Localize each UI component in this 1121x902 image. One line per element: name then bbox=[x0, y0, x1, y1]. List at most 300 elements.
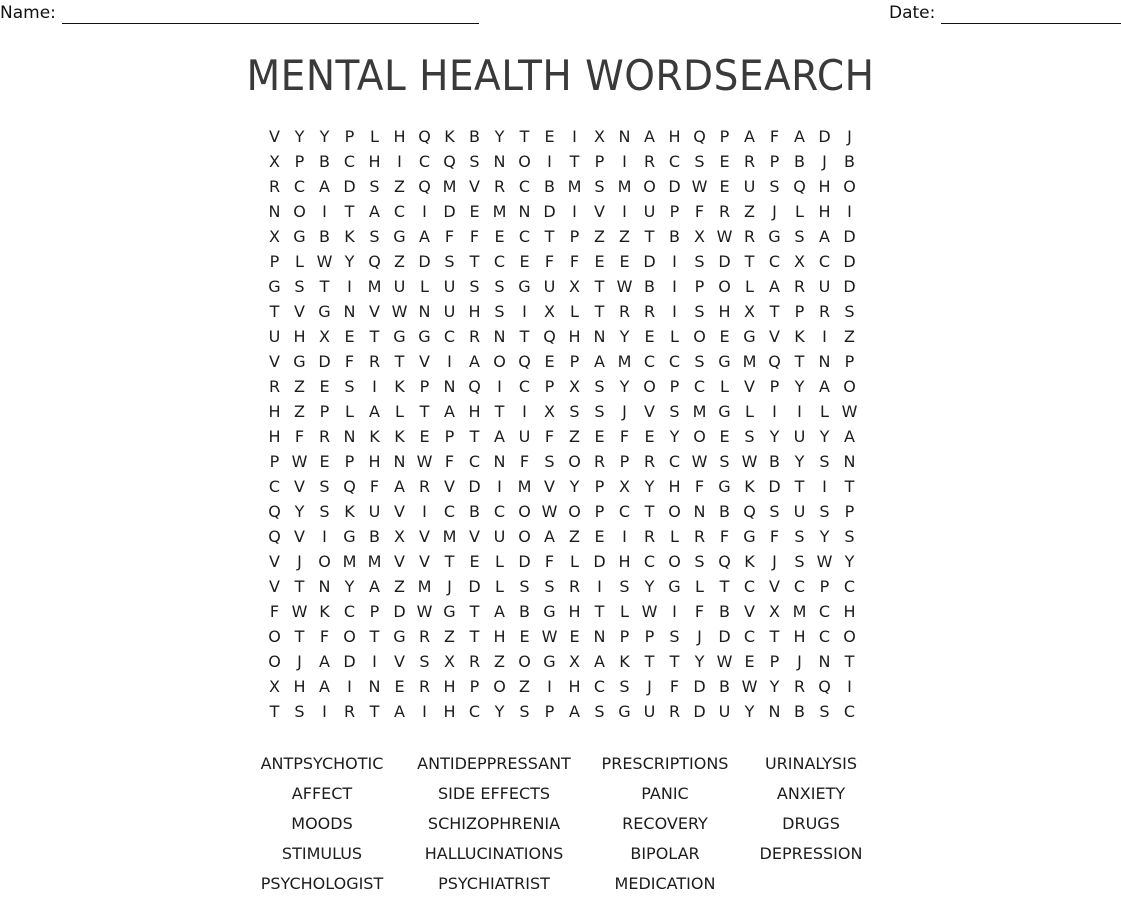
grid-letter: N bbox=[268, 202, 281, 221]
grid-letter: S bbox=[494, 277, 505, 296]
grid-letter: V bbox=[744, 602, 755, 621]
word-item: URINALYSIS bbox=[764, 754, 858, 773]
grid-letter: J bbox=[847, 127, 852, 146]
grid-letter: W bbox=[691, 177, 708, 196]
grid-letter: N bbox=[493, 152, 506, 171]
grid-letter: O bbox=[343, 627, 356, 646]
grid-row bbox=[262, 424, 862, 449]
grid-letter: Y bbox=[769, 677, 780, 696]
grid-row bbox=[262, 249, 862, 274]
grid-letter: K bbox=[394, 377, 405, 396]
grid-letter: E bbox=[419, 427, 430, 446]
grid-letter: V bbox=[394, 652, 405, 671]
grid-letter: Y bbox=[619, 377, 630, 396]
grid-letter: R bbox=[318, 427, 331, 446]
grid-letter: N bbox=[593, 627, 606, 646]
grid-letter: A bbox=[394, 702, 405, 721]
grid-letter: G bbox=[343, 527, 356, 546]
grid-letter: Q bbox=[418, 127, 431, 146]
grid-letter: P bbox=[294, 152, 305, 171]
grid-letter: S bbox=[619, 577, 630, 596]
grid-letter: O bbox=[518, 502, 531, 521]
grid-letter: I bbox=[672, 602, 677, 621]
grid-letter: A bbox=[319, 177, 330, 196]
grid-letter: Q bbox=[543, 327, 556, 346]
grid-letter: F bbox=[444, 452, 455, 471]
grid-letter: L bbox=[295, 252, 304, 271]
grid-letter: A bbox=[644, 127, 655, 146]
grid-letter: H bbox=[468, 302, 481, 321]
grid-letter: T bbox=[369, 627, 380, 646]
grid-letter: H bbox=[293, 327, 306, 346]
grid-letter: S bbox=[694, 552, 705, 571]
grid-letter: Z bbox=[619, 227, 630, 246]
grid-letter: U bbox=[443, 277, 456, 296]
grid-letter: I bbox=[347, 277, 352, 296]
grid-letter: F bbox=[619, 427, 630, 446]
grid-letter: N bbox=[318, 577, 331, 596]
grid-letter: D bbox=[843, 252, 856, 271]
grid-letter: U bbox=[543, 277, 556, 296]
grid-letter: R bbox=[593, 452, 606, 471]
grid-letter: A bbox=[594, 652, 605, 671]
grid-letter: R bbox=[268, 177, 281, 196]
grid-letter: V bbox=[469, 177, 480, 196]
grid-letter: H bbox=[443, 702, 456, 721]
grid-letter: T bbox=[569, 152, 580, 171]
grid-letter: R bbox=[343, 702, 356, 721]
grid-letter: C bbox=[443, 502, 456, 521]
grid-letter: K bbox=[394, 427, 405, 446]
grid-letter: E bbox=[519, 627, 530, 646]
grid-letter: I bbox=[372, 377, 377, 396]
grid-letter: S bbox=[344, 377, 355, 396]
grid-letter: A bbox=[394, 477, 405, 496]
grid-letter: G bbox=[718, 352, 731, 371]
grid-row bbox=[262, 699, 862, 724]
grid-letter: Q bbox=[418, 177, 431, 196]
grid-letter: B bbox=[669, 227, 680, 246]
grid-letter: G bbox=[668, 577, 681, 596]
grid-letter: D bbox=[393, 602, 406, 621]
grid-letter: Y bbox=[294, 502, 305, 521]
grid-row bbox=[262, 224, 862, 249]
grid-letter: P bbox=[794, 302, 805, 321]
grid-letter: O bbox=[518, 652, 531, 671]
grid-letter: E bbox=[619, 252, 630, 271]
grid-letter: S bbox=[369, 227, 380, 246]
grid-letter: Q bbox=[343, 477, 356, 496]
grid-letter: C bbox=[643, 352, 656, 371]
grid-letter: R bbox=[793, 277, 806, 296]
grid-letter: F bbox=[669, 677, 680, 696]
grid-letter: B bbox=[644, 277, 655, 296]
grid-row bbox=[262, 199, 862, 224]
grid-letter: K bbox=[794, 327, 805, 346]
grid-letter: R bbox=[693, 527, 706, 546]
grid-letter: M bbox=[742, 352, 757, 371]
grid-letter: Q bbox=[368, 252, 381, 271]
grid-letter: U bbox=[793, 502, 806, 521]
grid-letter: R bbox=[418, 477, 431, 496]
grid-letter: T bbox=[469, 602, 480, 621]
grid-letter: S bbox=[719, 452, 730, 471]
grid-letter: U bbox=[793, 427, 806, 446]
date-field[interactable] bbox=[889, 2, 1121, 24]
grid-letter: K bbox=[319, 602, 330, 621]
grid-letter: C bbox=[768, 252, 781, 271]
grid-letter: N bbox=[618, 127, 631, 146]
grid-letter: X bbox=[394, 527, 405, 546]
grid-letter: I bbox=[497, 477, 502, 496]
grid-letter: F bbox=[269, 602, 280, 621]
grid-letter: A bbox=[594, 352, 605, 371]
grid-letter: S bbox=[519, 702, 530, 721]
grid-letter: A bbox=[494, 602, 505, 621]
grid-letter: E bbox=[344, 327, 355, 346]
date-label: Date: bbox=[889, 3, 936, 23]
grid-letter: C bbox=[818, 602, 831, 621]
grid-letter: D bbox=[668, 177, 681, 196]
grid-letter: C bbox=[818, 252, 831, 271]
grid-letter: S bbox=[669, 402, 680, 421]
grid-letter: O bbox=[518, 152, 531, 171]
grid-letter: P bbox=[619, 452, 630, 471]
grid-letter: N bbox=[818, 652, 831, 671]
grid-letter: E bbox=[644, 327, 655, 346]
grid-letter: X bbox=[269, 152, 280, 171]
grid-letter: N bbox=[593, 327, 606, 346]
grid-letter: R bbox=[743, 227, 756, 246]
grid-letter: F bbox=[369, 477, 380, 496]
grid-letter: U bbox=[818, 277, 831, 296]
grid-letter: A bbox=[369, 202, 380, 221]
letter-grid bbox=[262, 124, 862, 724]
grid-letter: T bbox=[844, 652, 855, 671]
grid-letter: T bbox=[369, 702, 380, 721]
grid-letter: N bbox=[693, 502, 706, 521]
grid-letter: U bbox=[718, 702, 731, 721]
grid-letter: N bbox=[368, 677, 381, 696]
grid-letter: H bbox=[843, 602, 856, 621]
grid-letter: I bbox=[672, 252, 677, 271]
grid-letter: T bbox=[794, 477, 805, 496]
grid-letter: L bbox=[745, 277, 754, 296]
grid-letter: R bbox=[468, 652, 481, 671]
grid-letter: C bbox=[668, 352, 681, 371]
grid-letter: G bbox=[543, 602, 556, 621]
grid-letter: V bbox=[269, 352, 280, 371]
grid-letter: A bbox=[369, 577, 380, 596]
grid-letter: T bbox=[294, 627, 305, 646]
grid-letter: T bbox=[294, 577, 305, 596]
grid-letter: U bbox=[443, 302, 456, 321]
grid-letter: Q bbox=[443, 152, 456, 171]
grid-letter: A bbox=[319, 652, 330, 671]
grid-letter: S bbox=[794, 227, 805, 246]
grid-letter: T bbox=[519, 327, 530, 346]
grid-letter: R bbox=[368, 352, 381, 371]
grid-letter: Z bbox=[569, 527, 580, 546]
grid-letter: D bbox=[718, 627, 731, 646]
grid-letter: C bbox=[493, 502, 506, 521]
grid-letter: T bbox=[594, 277, 605, 296]
grid-letter: H bbox=[793, 627, 806, 646]
word-item: SCHIZOPHRENIA bbox=[427, 814, 561, 833]
grid-letter: D bbox=[693, 677, 706, 696]
grid-letter: A bbox=[369, 402, 380, 421]
grid-letter: C bbox=[593, 677, 606, 696]
grid-letter: C bbox=[668, 152, 681, 171]
grid-letter: S bbox=[694, 152, 705, 171]
grid-letter: I bbox=[422, 702, 427, 721]
grid-letter: T bbox=[419, 402, 430, 421]
grid-letter: E bbox=[469, 202, 480, 221]
grid-letter: W bbox=[316, 252, 333, 271]
grid-letter: S bbox=[469, 277, 480, 296]
grid-letter: S bbox=[294, 277, 305, 296]
grid-letter: K bbox=[744, 552, 755, 571]
grid-row bbox=[262, 449, 862, 474]
grid-letter: T bbox=[769, 627, 780, 646]
grid-row bbox=[262, 399, 862, 424]
grid-letter: P bbox=[819, 577, 830, 596]
grid-letter: G bbox=[718, 402, 731, 421]
grid-letter: Q bbox=[693, 127, 706, 146]
grid-letter: V bbox=[769, 577, 780, 596]
grid-letter: I bbox=[622, 527, 627, 546]
grid-letter: S bbox=[369, 177, 380, 196]
grid-letter: V bbox=[294, 527, 305, 546]
grid-letter: Y bbox=[769, 427, 780, 446]
grid-letter: H bbox=[818, 202, 831, 221]
grid-letter: X bbox=[694, 227, 705, 246]
grid-letter: S bbox=[769, 177, 780, 196]
grid-letter: D bbox=[318, 352, 331, 371]
grid-letter: C bbox=[518, 377, 531, 396]
grid-letter: L bbox=[745, 402, 754, 421]
grid-letter: T bbox=[444, 552, 455, 571]
grid-letter: B bbox=[794, 702, 805, 721]
grid-letter: P bbox=[619, 627, 630, 646]
grid-letter: A bbox=[444, 402, 455, 421]
grid-letter: V bbox=[394, 502, 405, 521]
word-item: ANTIDEPPRESSANT bbox=[417, 754, 571, 773]
word-item: PSYCHOLOGIST bbox=[260, 874, 384, 893]
grid-letter: N bbox=[843, 452, 856, 471]
grid-letter: S bbox=[669, 627, 680, 646]
grid-letter: Z bbox=[494, 652, 505, 671]
grid-letter: O bbox=[293, 202, 306, 221]
grid-letter: P bbox=[769, 652, 780, 671]
grid-letter: L bbox=[495, 577, 504, 596]
grid-letter: W bbox=[691, 452, 708, 471]
grid-letter: L bbox=[720, 377, 729, 396]
grid-letter: U bbox=[643, 202, 656, 221]
grid-letter: Q bbox=[518, 352, 531, 371]
grid-letter: L bbox=[495, 552, 504, 571]
grid-letter: R bbox=[668, 702, 681, 721]
grid-letter: P bbox=[594, 477, 605, 496]
grid-letter: Y bbox=[644, 477, 655, 496]
grid-letter: G bbox=[543, 652, 556, 671]
grid-letter: T bbox=[669, 652, 680, 671]
grid-letter: P bbox=[844, 352, 855, 371]
grid-letter: W bbox=[841, 402, 858, 421]
grid-letter: D bbox=[343, 177, 356, 196]
grid-letter: C bbox=[843, 702, 856, 721]
grid-letter: D bbox=[693, 702, 706, 721]
grid-letter: N bbox=[343, 302, 356, 321]
grid-letter: T bbox=[794, 352, 805, 371]
grid-letter: W bbox=[641, 602, 658, 621]
grid-letter: Q bbox=[818, 677, 831, 696]
grid-row bbox=[262, 499, 862, 524]
grid-letter: O bbox=[843, 177, 856, 196]
grid-letter: E bbox=[719, 327, 730, 346]
grid-letter: X bbox=[594, 127, 605, 146]
grid-letter: X bbox=[794, 252, 805, 271]
grid-letter: Q bbox=[468, 377, 481, 396]
grid-letter: Y bbox=[319, 127, 330, 146]
grid-letter: F bbox=[769, 527, 780, 546]
grid-letter: E bbox=[719, 427, 730, 446]
grid-letter: T bbox=[494, 402, 505, 421]
grid-letter: E bbox=[744, 652, 755, 671]
grid-letter: Q bbox=[268, 502, 281, 521]
grid-letter: X bbox=[269, 227, 280, 246]
grid-letter: S bbox=[319, 477, 330, 496]
word-list bbox=[0, 752, 1121, 902]
grid-letter: H bbox=[568, 677, 581, 696]
grid-letter: S bbox=[544, 452, 555, 471]
grid-letter: Y bbox=[819, 427, 830, 446]
grid-letter: C bbox=[493, 252, 506, 271]
grid-letter: D bbox=[718, 252, 731, 271]
grid-row bbox=[262, 474, 862, 499]
grid-letter: C bbox=[618, 502, 631, 521]
grid-letter: N bbox=[493, 452, 506, 471]
grid-letter: X bbox=[444, 652, 455, 671]
grid-letter: I bbox=[322, 202, 327, 221]
grid-letter: N bbox=[443, 377, 456, 396]
grid-letter: C bbox=[518, 227, 531, 246]
grid-letter: T bbox=[644, 227, 655, 246]
word-item: DEPRESSION bbox=[759, 844, 863, 863]
grid-letter: D bbox=[818, 127, 831, 146]
grid-letter: D bbox=[468, 577, 481, 596]
grid-letter: A bbox=[769, 277, 780, 296]
grid-letter: F bbox=[344, 352, 355, 371]
grid-letter: U bbox=[518, 427, 531, 446]
grid-letter: C bbox=[793, 577, 806, 596]
grid-letter: Y bbox=[644, 577, 655, 596]
grid-letter: P bbox=[694, 277, 705, 296]
grid-letter: H bbox=[368, 452, 381, 471]
grid-letter: Z bbox=[594, 227, 605, 246]
grid-letter: T bbox=[594, 602, 605, 621]
grid-letter: H bbox=[618, 552, 631, 571]
grid-letter: X bbox=[569, 377, 580, 396]
grid-letter: C bbox=[643, 552, 656, 571]
grid-letter: M bbox=[492, 202, 507, 221]
grid-letter: S bbox=[444, 252, 455, 271]
grid-letter: V bbox=[744, 377, 755, 396]
grid-letter: Z bbox=[519, 677, 530, 696]
grid-letter: D bbox=[343, 652, 356, 671]
grid-letter: Y bbox=[744, 702, 755, 721]
grid-letter: F bbox=[519, 452, 530, 471]
grid-letter: C bbox=[343, 152, 356, 171]
grid-letter: S bbox=[519, 577, 530, 596]
grid-letter: W bbox=[416, 452, 433, 471]
grid-letter: K bbox=[619, 652, 630, 671]
grid-letter: T bbox=[544, 227, 555, 246]
grid-letter: G bbox=[618, 702, 631, 721]
grid-letter: W bbox=[716, 227, 733, 246]
grid-letter: Y bbox=[344, 252, 355, 271]
grid-letter: B bbox=[469, 502, 480, 521]
grid-letter: U bbox=[743, 177, 756, 196]
grid-letter: R bbox=[468, 327, 481, 346]
grid-letter: N bbox=[768, 702, 781, 721]
date-line[interactable] bbox=[941, 5, 1121, 24]
name-line[interactable] bbox=[62, 5, 479, 24]
grid-letter: T bbox=[469, 627, 480, 646]
grid-letter: V bbox=[419, 527, 430, 546]
word-item: PANIC bbox=[641, 784, 689, 803]
grid-letter: X bbox=[569, 652, 580, 671]
grid-letter: E bbox=[394, 677, 405, 696]
grid-letter: F bbox=[544, 427, 555, 446]
grid-letter: I bbox=[847, 677, 852, 696]
grid-letter: S bbox=[844, 527, 855, 546]
grid-letter: H bbox=[668, 127, 681, 146]
grid-letter: Z bbox=[394, 577, 405, 596]
grid-row bbox=[262, 599, 862, 624]
grid-letter: F bbox=[444, 227, 455, 246]
grid-letter: J bbox=[772, 552, 777, 571]
grid-letter: O bbox=[493, 677, 506, 696]
word-item: PRESCRIPTIONS bbox=[601, 754, 729, 773]
grid-letter: A bbox=[569, 702, 580, 721]
grid-letter: K bbox=[369, 427, 380, 446]
grid-letter: S bbox=[694, 352, 705, 371]
grid-letter: J bbox=[447, 577, 452, 596]
grid-letter: O bbox=[843, 377, 856, 396]
grid-letter: E bbox=[494, 227, 505, 246]
grid-letter: X bbox=[544, 402, 555, 421]
grid-letter: G bbox=[443, 602, 456, 621]
grid-letter: L bbox=[820, 402, 829, 421]
word-column bbox=[394, 752, 594, 902]
grid-letter: S bbox=[419, 652, 430, 671]
grid-letter: N bbox=[518, 202, 531, 221]
grid-letter: Z bbox=[844, 327, 855, 346]
grid-letter: P bbox=[269, 452, 280, 471]
grid-letter: T bbox=[269, 302, 280, 321]
grid-letter: I bbox=[547, 677, 552, 696]
grid-letter: U bbox=[268, 327, 281, 346]
grid-letter: V bbox=[419, 552, 430, 571]
grid-letter: C bbox=[418, 152, 431, 171]
grid-letter: S bbox=[819, 502, 830, 521]
grid-letter: Q bbox=[718, 552, 731, 571]
grid-letter: S bbox=[794, 552, 805, 571]
grid-letter: T bbox=[319, 277, 330, 296]
grid-letter: G bbox=[518, 277, 531, 296]
name-field[interactable] bbox=[0, 2, 479, 24]
